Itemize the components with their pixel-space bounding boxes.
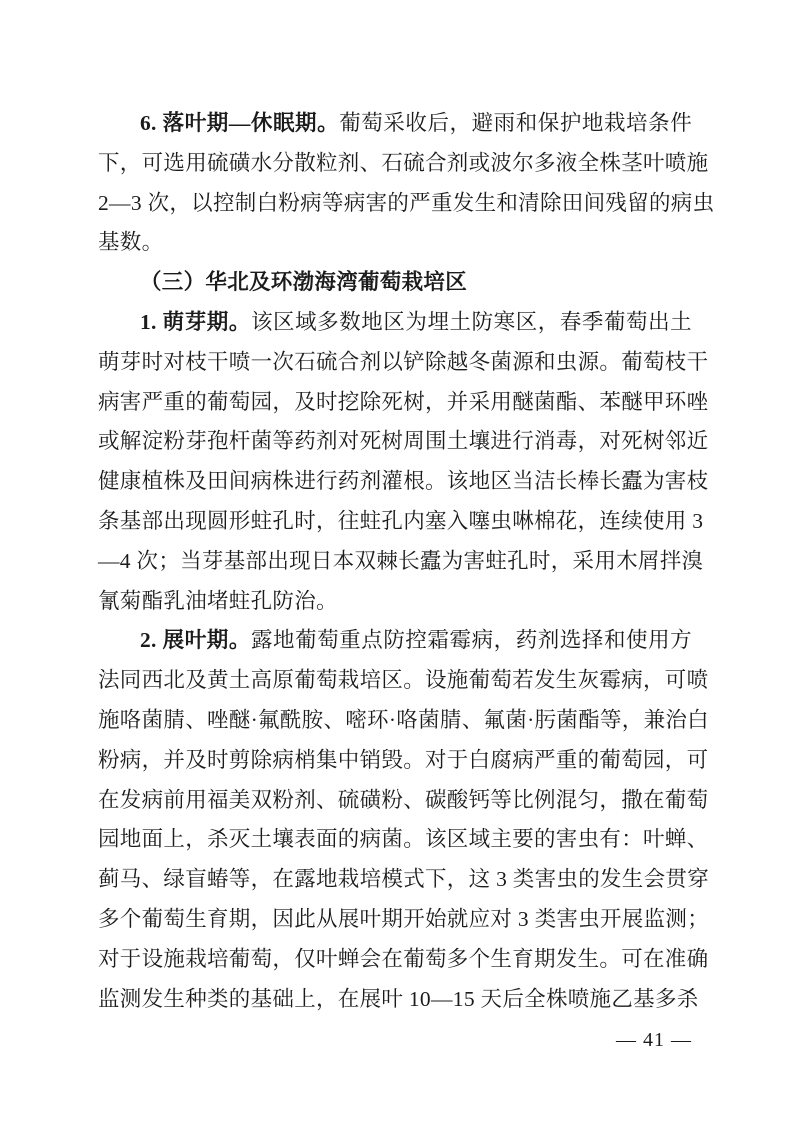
paragraph-budding-line: 萌芽时对枝干喷一次石硫合剂以铲除越冬菌源和虫源。葡萄枝干: [98, 349, 709, 374]
paragraph-leafing-line: 监测发生种类的基础上，在展叶 10—15 天后全株喷施乙基多杀: [98, 986, 699, 1011]
paragraph-dormancy-first-text: 葡萄采收后，避雨和保护地栽培条件: [339, 111, 692, 135]
paragraph-budding-line: 病害严重的葡萄园，及时挖除死树，并采用醚菌酯、苯醚甲环唑: [98, 389, 709, 414]
paragraph-leafing-lead: 2. 展叶期。: [140, 628, 251, 653]
paragraph-budding-first-text: 该区域多数地区为埋土防寒区，春季葡萄出土: [250, 309, 692, 334]
text-block: [98, 104, 715, 1019]
paragraph-leafing-line: 蓟马、绿盲蝽等，在露地栽培模式下，这 3 类害虫的发生会贯穿: [98, 867, 710, 892]
paragraph-leafing-line: 在发病前用福美双粉剂、硫磺粉、碳酸钙等比例混匀，撒在葡萄: [98, 787, 709, 812]
paragraph-budding-lead: 1. 萌芽期。: [140, 309, 251, 334]
paragraph-dormancy-lead: 6. 落叶期—休眠期。: [140, 111, 340, 135]
paragraph-budding-line: 健康植株及田间病株进行药剂灌根。该地区当洁长棒长蠹为害枝: [98, 469, 709, 494]
paragraph-budding-line: 或解淀粉芽孢杆菌等药剂对死树周围土壤进行消毒，对死树邻近: [98, 429, 709, 454]
paragraph-leafing-line: 粉病，并及时剪除病梢集中销毁。对于白腐病严重的葡萄园，可: [98, 747, 709, 772]
section-heading-text: （三）华北及环渤海湾葡萄栽培区: [140, 270, 468, 295]
paragraph-budding-line: —4 次；当芽基部出现日本双棘长蠹为害蛀孔时，采用木屑拌溴: [98, 548, 704, 573]
paragraph-leafing-line: [98, 621, 692, 661]
paragraph-leafing-line: 多个葡萄生育期，因此从展叶期开始就应对 3 类害虫开展监测；: [98, 906, 710, 931]
paragraph-leafing-first-text: 露地葡萄重点防控霜霉病，药剂选择和使用方: [250, 628, 692, 653]
paragraph-leafing-line: 园地面上，杀灭土壤表面的病菌。该区域主要的害虫有：叶蝉、: [98, 827, 709, 852]
paragraph-budding-line: [98, 303, 692, 343]
paragraph-dormancy-line: 2—3 次，以控制白粉病等病害的严重发生和清除田间残留的病虫: [98, 190, 715, 215]
paragraph-dormancy-line: 下，可选用硫磺水分散粒剂、石硫合剂或波尔多液全株茎叶喷施: [98, 150, 709, 175]
paragraph-dormancy-line: 基数。: [98, 230, 164, 255]
page-number: — 41 —: [616, 1029, 692, 1051]
paragraph-leafing-line: 对于设施栽培葡萄，仅叶蝉会在葡萄多个生育期发生。可在准确: [98, 946, 709, 971]
paragraph-budding-line: 氰菊酯乳油堵蛀孔防治。: [98, 588, 338, 613]
section-heading: [98, 263, 692, 303]
paragraph-dormancy-line: [98, 104, 692, 144]
paragraph-leafing-line: 施咯菌腈、唑醚·氟酰胺、嘧环·咯菌腈、氟菌·肟菌酯等，兼治白: [98, 707, 709, 732]
paragraph-leafing-line: 法同西北及黄土高原葡萄栽培区。设施葡萄若发生灰霉病，可喷: [98, 668, 709, 693]
paragraph-budding-line: 条基部出现圆形蛀孔时，往蛀孔内塞入噻虫啉棉花，连续使用 3: [98, 508, 704, 533]
